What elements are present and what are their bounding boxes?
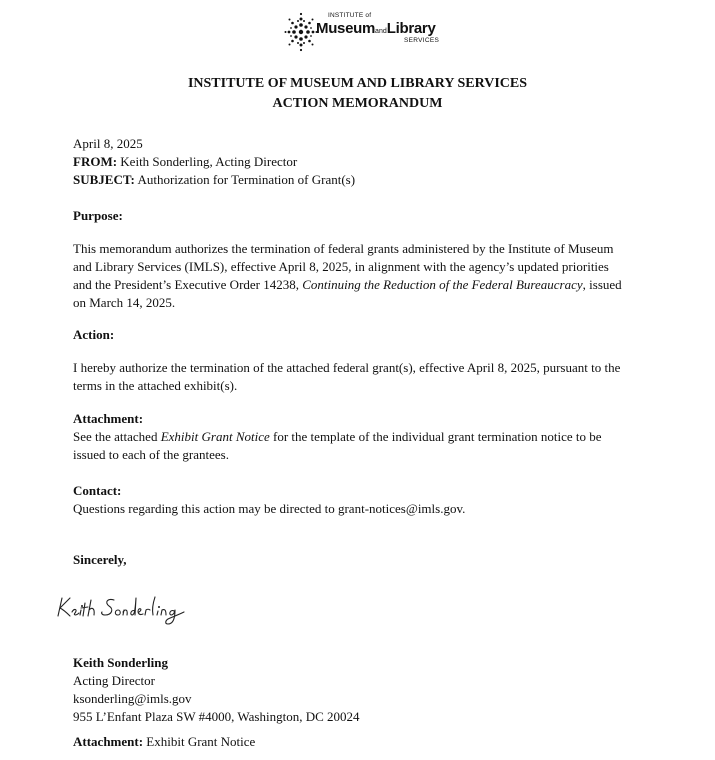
from-label: FROM: <box>73 154 118 169</box>
footer-attachment-line <box>73 733 648 751</box>
document-type-heading: ACTION MEMORANDUM <box>272 96 443 111</box>
footer-attachment <box>73 733 648 751</box>
purpose-heading: Purpose: <box>73 208 123 223</box>
from-value: Keith Sonderling, Acting Director <box>120 154 298 169</box>
subject-line <box>73 171 648 189</box>
logo-services-text: SERVICES <box>404 37 440 44</box>
action-line: I hereby authorize the termination of the attached federal grant(s), effective April 8, 2025, pursuant to the <box>73 360 621 375</box>
agency-heading: INSTITUTE OF MUSEUM AND LIBRARY SERVICES <box>187 76 528 91</box>
action-paragraph <box>73 359 648 395</box>
contact-paragraph: Questions regarding this action may be directed to grant-notices@imls.gov. <box>73 501 466 516</box>
attachment-line: issued to each of the grantees. <box>73 447 229 462</box>
logo-and-text: and <box>375 28 387 35</box>
exhibit-title: Exhibit Grant Notice <box>160 429 270 444</box>
signer-name-text: Keith Sonderling <box>73 655 168 670</box>
action-line: terms in the attached exhibit(s). <box>73 378 238 393</box>
attachment-text: See the attached <box>73 429 161 444</box>
signer-title: Acting Director <box>73 673 155 688</box>
purpose-line: This memorandum authorizes the termination of federal grants administered by the Institute of Museum <box>73 241 614 256</box>
memo-date: April 8, 2025 <box>73 136 143 151</box>
purpose-paragraph <box>73 240 648 312</box>
action-heading: Action: <box>73 327 115 342</box>
purpose-text: , issued <box>582 277 622 292</box>
logo-museum-text: Museum <box>316 20 376 37</box>
purpose-line <box>73 276 648 294</box>
subject-label: SUBJECT: <box>73 172 135 187</box>
attachment-heading: Attachment: <box>73 411 144 426</box>
purpose-line: and Library Services (IMLS), effective April 8, 2025, in alignment with the agency’s updated priorities <box>73 259 609 274</box>
contact-heading: Contact: <box>73 483 122 498</box>
footer-attachment-value: Exhibit Grant Notice <box>143 734 256 749</box>
logo-library-text: Library <box>386 20 436 37</box>
attachment-text: for the template of the individual grant termination notice to be <box>269 429 602 444</box>
footer-attachment-label: Attachment: <box>73 734 144 749</box>
signer-block <box>73 654 648 726</box>
logo-institute-text: INSTITUTE of <box>328 12 372 19</box>
signer-address: 955 L’Enfant Plaza SW #4000, Washington, DC 20024 <box>73 709 360 724</box>
handwritten-signature <box>54 588 224 628</box>
purpose-line: on March 14, 2025. <box>73 295 176 310</box>
purpose-text: and the President’s Executive Order 14238, <box>73 277 303 292</box>
closing-salutation: Sincerely, <box>73 552 127 567</box>
attachment-line <box>73 428 648 446</box>
signer-name <box>73 654 648 672</box>
from-line <box>73 153 648 171</box>
executive-order-title: Continuing the Reduction of the Federal Bureaucracy <box>302 277 583 292</box>
memo-header-fields <box>73 135 648 189</box>
subject-value: Authorization for Termination of Grant(s) <box>137 172 356 187</box>
signer-email: ksonderling@imls.gov <box>73 691 192 706</box>
attachment-paragraph <box>73 428 648 464</box>
imls-logo <box>284 10 444 56</box>
starburst-icon <box>284 10 318 54</box>
